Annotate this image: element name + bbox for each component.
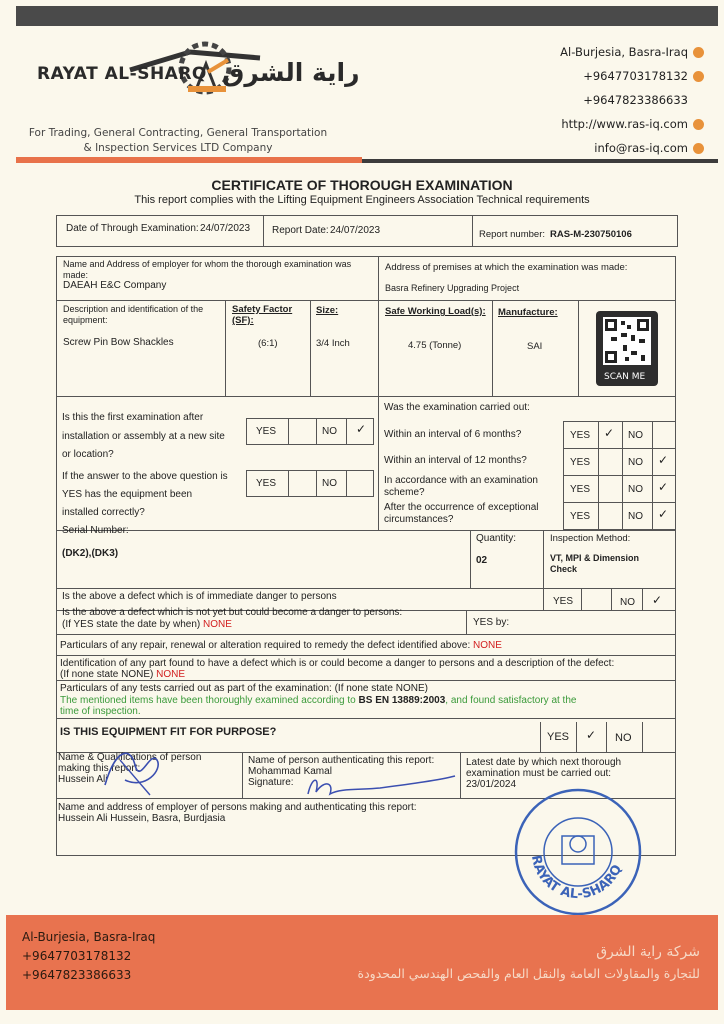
mail-icon [693, 143, 704, 154]
signature-label: Signature: [248, 777, 294, 788]
exceptional-no[interactable]: NO [628, 511, 643, 522]
serial-label: Serial Number: [62, 525, 129, 536]
qr-code[interactable] [596, 311, 658, 386]
immediate-no-check-icon: ✓ [652, 593, 663, 607]
tagline-line-1: For Trading, General Contracting, General Transportation [28, 127, 328, 139]
q1-line-2: installation or assembly at a new site [62, 431, 225, 442]
yes-by-label: YES by: [473, 617, 510, 628]
report-number: RAS-M-230750106 [550, 229, 632, 240]
tests-label: Particulars of any tests carried out as part of the examination: (If none state NONE) [60, 683, 428, 694]
q1-no[interactable]: NO [322, 426, 337, 437]
top-bar [16, 6, 718, 26]
identification-line-2: (If none state NONE) NONE [60, 669, 186, 680]
premises-label: Address of premises at which the examination was made: [385, 262, 628, 273]
identification-line-1: Identification of any part found to have a defect which is or could become a danger to persons and a description of the defect: [60, 658, 615, 669]
swl-label: Safe Working Load(s): [385, 306, 486, 317]
employer-label: Name and Address of employer for whom the thorough examination was made: [63, 259, 352, 280]
footer-arabic-company: شركة راية الشرق [596, 944, 700, 960]
footer-arabic-description: للتجارة والمقاولات العامة والنقل العام والفحص الهندسي المحدودة [357, 966, 700, 981]
interval-6-yes-check-icon: ✓ [604, 426, 615, 440]
company-tagline [18, 126, 338, 156]
footer-phone-2: +9647823386633 [22, 968, 132, 982]
scan-label: SCAN ME [604, 372, 646, 382]
q2-line-3: installed correctly? [62, 507, 145, 518]
auth-label: Name of person authenticating this report: [248, 755, 435, 766]
size-label: Size: [316, 305, 339, 316]
header-divider-orange [16, 157, 362, 163]
header-phone-2: +9647823386633 [583, 93, 688, 107]
future-danger-none: NONE [203, 619, 232, 630]
q2-line-1: If the answer to the above question is [62, 471, 228, 482]
report-date: 24/07/2023 [330, 225, 381, 236]
scheme-line-2: scheme? [384, 487, 425, 498]
repair-none: NONE [473, 640, 502, 651]
maker-label-2: making this report: [58, 763, 141, 774]
immediate-yes[interactable]: YES [553, 596, 574, 607]
manufacture-value: SAI [527, 341, 543, 352]
future-danger-line-2: (If YES state the date by when) NONE [62, 619, 232, 630]
globe-icon [693, 119, 704, 130]
quantity-value: 02 [476, 555, 488, 566]
phone-icon [693, 71, 704, 82]
interval-12-no[interactable]: NO [628, 457, 643, 468]
exceptional-line-1: After the occurrence of exceptional [384, 502, 539, 513]
exam-date: 24/07/2023 [200, 223, 251, 234]
header-website[interactable]: http://www.ras-iq.com [484, 112, 704, 136]
inspection-method-value-2: Check [550, 564, 578, 574]
header-contacts [484, 40, 704, 160]
next-exam-date: 23/01/2024 [466, 779, 517, 790]
swl-value: 4.75 (Tonne) [408, 340, 462, 351]
q2-line-2: YES has the equipment been [62, 489, 193, 500]
company-stamp [512, 786, 644, 918]
q1-yes[interactable]: YES [256, 426, 277, 437]
sf-value: (6:1) [258, 338, 278, 349]
fit-no[interactable]: NO [615, 732, 632, 744]
logo-text-en: RAYAT AL-SHARQ [37, 64, 207, 84]
next-exam-label-1: Latest date by which next thorough [466, 757, 622, 768]
q2-no[interactable]: NO [322, 478, 337, 489]
quantity-label: Quantity: [476, 533, 517, 544]
exceptional-line-2: circumstances? [384, 514, 454, 525]
premises-value: Basra Refinery Upgrading Project [385, 283, 520, 293]
future-danger-line-1: Is the above a defect which is not yet but could become a danger to persons: [62, 607, 403, 618]
q1-line-3: or location? [62, 449, 114, 460]
interval-12-no-check-icon: ✓ [658, 453, 669, 467]
q2-yes[interactable]: YES [256, 478, 277, 489]
interval-12-yes[interactable]: YES [570, 457, 591, 468]
exceptional-yes[interactable]: YES [570, 511, 591, 522]
was-carried-out-label: Was the examination carried out: [384, 402, 530, 413]
serial-value: (DK2),(DK3) [62, 548, 119, 559]
employer-value: DAEAH E&C Company [63, 280, 167, 291]
fit-for-purpose-label: IS THIS EQUIPMENT FIT FOR PURPOSE? [60, 726, 277, 738]
fit-yes[interactable]: YES [547, 731, 570, 743]
fit-yes-check-icon: ✓ [586, 728, 597, 742]
location-icon [693, 47, 704, 58]
qr-icon [596, 311, 658, 371]
tests-value-line-2: time of inspection. [60, 706, 141, 717]
inspection-method-value-1: VT, MPI & Dimension [550, 553, 640, 563]
interval-6-yes[interactable]: YES [570, 430, 591, 441]
stamp-text: RAYAT AL-SHARQ [527, 853, 626, 903]
header-divider-dark [362, 159, 718, 163]
interval-12-label: Within an interval of 12 months? [384, 455, 527, 466]
sf-label: Safety Factor (SF): [232, 304, 293, 326]
scheme-no[interactable]: NO [628, 484, 643, 495]
header-address: Al-Burjesia, Basra-Iraq [484, 40, 704, 64]
maker-label-1: Name & Qualifications of person [58, 752, 202, 763]
interval-6-no[interactable]: NO [628, 430, 643, 441]
immediate-no[interactable]: NO [620, 597, 635, 608]
maker-signature [95, 740, 175, 800]
auth-name: Mohammad Kamal [248, 766, 332, 777]
q1-line-1: Is this the first examination after [62, 412, 204, 423]
report-number-label: Report number: [479, 229, 546, 240]
exam-date-label: Date of Through Examination: [66, 223, 199, 234]
manufacture-label: Manufacture: [498, 307, 558, 318]
certificate-title: CERTIFICATE OF THOROUGH EXAMINATION [211, 177, 513, 193]
identification-none: NONE [156, 669, 186, 680]
tests-standard: BS EN 13889:2003 [358, 695, 446, 706]
footer-phone-1: +9647703178132 [22, 949, 132, 963]
next-exam-label-2: examination must be carried out: [466, 768, 612, 779]
size-value: 3/4 Inch [316, 338, 350, 349]
scheme-no-check-icon: ✓ [658, 480, 669, 494]
interval-6-label: Within an interval of 6 months? [384, 429, 522, 440]
scheme-yes[interactable]: YES [570, 484, 591, 495]
footer-address: Al-Burjesia, Basra-Iraq [22, 930, 156, 944]
logo-text-ar: راية الشرق [222, 58, 360, 87]
repair-row: Particulars of any repair, renewal or alteration required to remedy the defect identified above: NONE [60, 640, 502, 651]
header-email[interactable]: info@ras-iq.com [484, 136, 704, 160]
equipment-desc-label: Description and identification of the equipment: [63, 304, 204, 325]
maker-name: Hussein Ali [58, 774, 108, 785]
inspection-method-label: Inspection Method: [550, 533, 631, 544]
report-date-label: Report Date: [272, 225, 329, 236]
certificate-subtitle: This report complies with the Lifting Equipment Engineers Association Technical requirements [134, 194, 590, 206]
scheme-line-1: In accordance with an examination [384, 475, 538, 486]
tagline-line-2: & Inspection Services LTD Company [83, 142, 273, 154]
employer-persons-label: Name and address of employer of persons making and authenticating this report: [58, 802, 417, 813]
q1-no-check-icon: ✓ [356, 422, 367, 436]
equipment-desc-value: Screw Pin Bow Shackles [63, 337, 174, 348]
immediate-danger-label: Is the above a defect which is of immediate danger to persons [62, 591, 337, 602]
header-phone-1: +9647703178132 [484, 64, 704, 88]
footer-contacts [22, 928, 155, 985]
tests-value-line-1: The mentioned items have been thoroughly examined according to BS EN 13889:2003, and found satisfactory at the [60, 695, 577, 706]
employer-persons-value: Hussein Ali Hussein, Basra, Burdjasia [58, 813, 226, 824]
exceptional-no-check-icon: ✓ [658, 507, 669, 521]
